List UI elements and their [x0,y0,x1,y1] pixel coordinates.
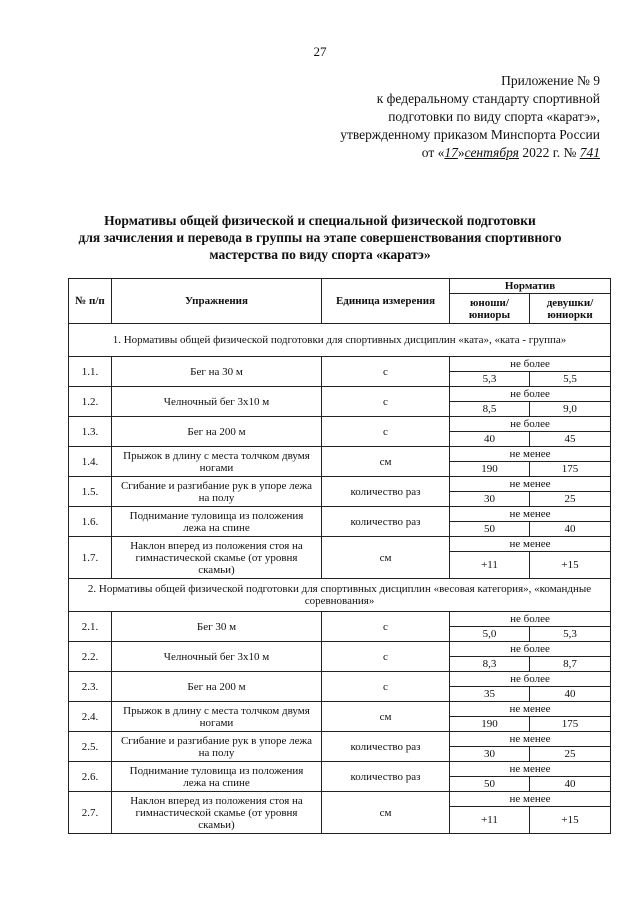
row-unit: см [322,792,450,834]
appendix-line4: утвержденному приказом Минспорта России [340,127,600,142]
row-unit: с [322,612,450,642]
row-exercise: Наклон вперед из положения стоя на гимнастической скамье (от уровня скамьи) [112,792,322,834]
row-girls-value: 8,7 [530,657,611,672]
row-exercise: Бег на 200 м [112,672,322,702]
row-boys-value: 35 [450,687,530,702]
table-row [69,537,611,552]
row-boys-value: 30 [450,492,530,507]
row-condition: не менее [450,732,611,747]
row-exercise: Наклон вперед из положения стоя на гимнастической скамье (от уровня скамьи) [112,537,322,579]
table-row [69,447,611,462]
appendix-line3: подготовки по виду спорта «каратэ», [388,109,600,124]
header-unit: Единица измерения [322,279,450,324]
row-condition: не менее [450,537,611,552]
row-unit: см [322,537,450,579]
row-num: 1.7. [69,537,112,579]
row-girls-value: 40 [530,687,611,702]
row-exercise: Челночный бег 3х10 м [112,642,322,672]
title-line3: мастерства по виду спорта «каратэ» [209,247,431,262]
row-boys-value: 40 [450,432,530,447]
row-boys-value: 50 [450,522,530,537]
row-exercise: Бег на 30 м [112,357,322,387]
table-row [69,792,611,807]
row-girls-value: 40 [530,522,611,537]
row-boys-value: 30 [450,747,530,762]
row-num: 1.2. [69,387,112,417]
header-girls: девушки/ юниорки [530,294,611,324]
row-boys-value: 8,5 [450,402,530,417]
row-unit: количество раз [322,762,450,792]
row-boys-value: +11 [450,552,530,579]
row-num: 1.5. [69,477,112,507]
row-condition: не более [450,357,611,372]
section-title: 2. Нормативы общей физической подготовки для спортивных дисциплин «весовая категория», «командные соревнования» [69,579,611,612]
row-girls-value: 9,0 [530,402,611,417]
table-row [69,612,611,627]
row-condition: не более [450,642,611,657]
row-unit: с [322,642,450,672]
table-row [69,477,611,492]
row-num: 2.4. [69,702,112,732]
row-girls-value: +15 [530,807,611,834]
row-unit: с [322,417,450,447]
row-girls-value: 5,5 [530,372,611,387]
row-condition: не менее [450,507,611,522]
date-day: 17 [444,145,458,160]
table-row [69,642,611,657]
row-exercise: Поднимание туловища из положения лежа на спине [112,507,322,537]
row-boys-value: +11 [450,807,530,834]
row-num: 2.1. [69,612,112,642]
header-boys: юноши/ юниоры [450,294,530,324]
table-row [69,672,611,687]
appendix-date-line [300,144,600,162]
date-mid: » [457,145,465,160]
row-condition: не более [450,387,611,402]
title-line2: для зачисления и перевода в группы на этапе совершенствования спортивного [78,230,562,245]
document-title [40,212,600,263]
row-exercise: Поднимание туловища из положения лежа на спине [112,762,322,792]
table-row [69,507,611,522]
row-condition: не более [450,417,611,432]
table-row [69,357,611,372]
row-boys-value: 190 [450,717,530,732]
order-number: 741 [579,145,600,160]
row-condition: не менее [450,792,611,807]
date-prefix: от « [421,145,445,160]
row-condition: не более [450,672,611,687]
row-num: 2.6. [69,762,112,792]
row-exercise: Сгибание и разгибание рук в упоре лежа на полу [112,732,322,762]
header-norm: Норматив [450,279,611,294]
row-condition: не менее [450,762,611,777]
row-boys-value: 190 [450,462,530,477]
date-month: сентября [464,145,519,160]
appendix-line1: Приложение № 9 [501,73,600,88]
section-title: 1. Нормативы общей физической подготовки для спортивных дисциплин «ката», «ката - группа» [69,324,611,357]
row-girls-value: +15 [530,552,611,579]
row-exercise: Бег на 200 м [112,417,322,447]
row-num: 2.3. [69,672,112,702]
row-num: 1.6. [69,507,112,537]
section-row [69,579,611,612]
row-num: 2.5. [69,732,112,762]
appendix-header [300,72,600,162]
row-exercise: Прыжок в длину с места толчком двумя ногами [112,447,322,477]
row-exercise: Челночный бег 3х10 м [112,387,322,417]
row-unit: количество раз [322,732,450,762]
row-boys-value: 5,3 [450,372,530,387]
header-exercise: Упражнения [112,279,322,324]
row-unit: с [322,672,450,702]
row-unit: количество раз [322,507,450,537]
row-unit: с [322,357,450,387]
row-condition: не менее [450,447,611,462]
table-row [69,732,611,747]
row-unit: см [322,447,450,477]
title-line1: Нормативы общей физической и специальной физической подготовки [104,213,536,228]
table-row [69,387,611,402]
row-girls-value: 45 [530,432,611,447]
appendix-line2: к федеральному стандарту спортивной [376,91,600,106]
row-girls-value: 175 [530,717,611,732]
date-year: 2022 г. № [522,145,577,160]
table-row [69,762,611,777]
row-condition: не менее [450,477,611,492]
row-girls-value: 25 [530,747,611,762]
row-boys-value: 5,0 [450,627,530,642]
row-unit: с [322,387,450,417]
row-exercise: Сгибание и разгибание рук в упоре лежа на полу [112,477,322,507]
header-num: № п/п [69,279,112,324]
row-num: 1.1. [69,357,112,387]
row-condition: не более [450,612,611,627]
row-num: 1.4. [69,447,112,477]
norms-table [68,278,611,834]
table-row [69,702,611,717]
row-num: 2.2. [69,642,112,672]
row-exercise: Бег 30 м [112,612,322,642]
page-number: 27 [313,44,327,59]
row-num: 1.3. [69,417,112,447]
section-row [69,324,611,357]
row-num: 2.7. [69,792,112,834]
row-boys-value: 8,3 [450,657,530,672]
row-condition: не менее [450,702,611,717]
row-exercise: Прыжок в длину с места толчком двумя ногами [112,702,322,732]
row-girls-value: 25 [530,492,611,507]
row-unit: количество раз [322,477,450,507]
table-row [69,417,611,432]
row-unit: см [322,702,450,732]
row-girls-value: 5,3 [530,627,611,642]
row-boys-value: 50 [450,777,530,792]
row-girls-value: 40 [530,777,611,792]
row-girls-value: 175 [530,462,611,477]
